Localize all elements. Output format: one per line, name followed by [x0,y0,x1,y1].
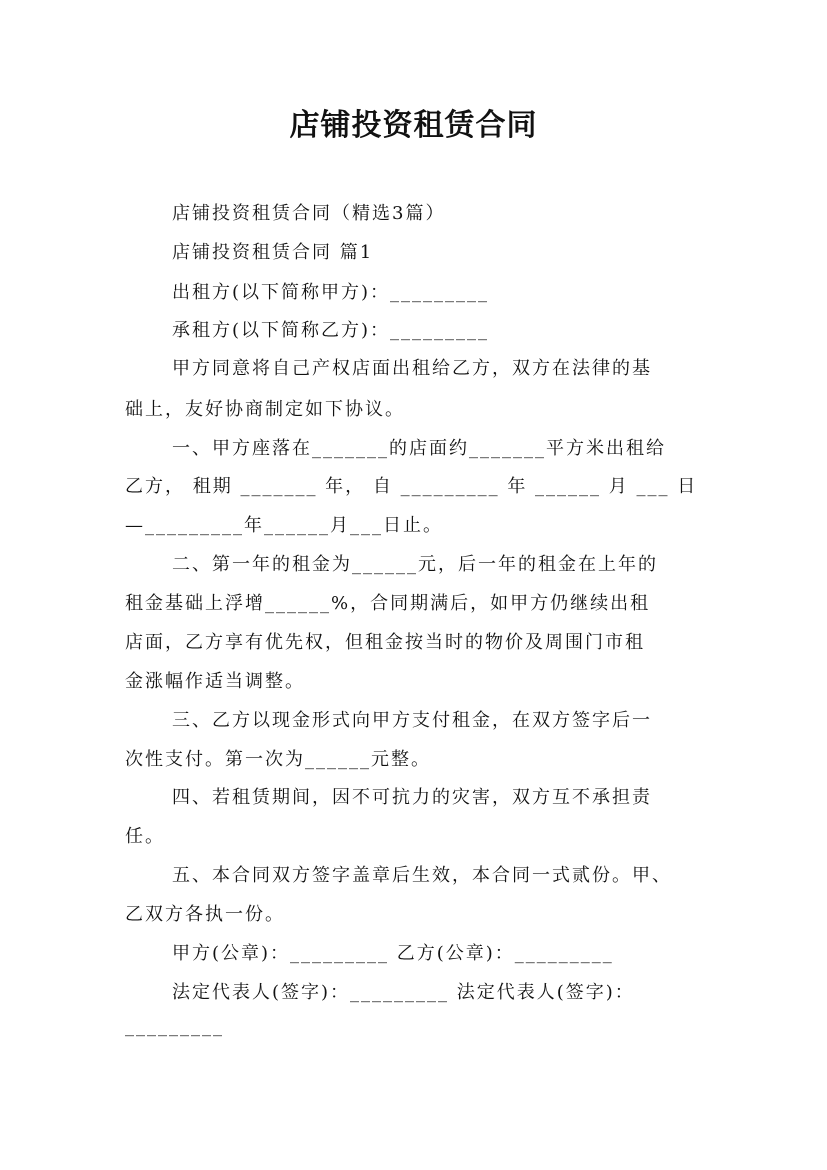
clause-4-line: 任。 [125,826,165,847]
subtitle-line: 店铺投资租赁合同（精选3篇） [172,203,446,224]
clause-1-line: 乙方， 租期 _______ 年， 自 _________ 年 ______ 月 ___ 日 [125,476,698,497]
clause-4-line: 四、若租赁期间，因不可抗力的灾害，双方互不承担责 [172,787,652,808]
clause-2-line: 店面，乙方享有优先权，但租金按当时的物价及周围门市租 [125,632,645,653]
clause-2-line: 金涨幅作适当调整。 [125,671,305,692]
paragraph-line: 础上，友好协商制定如下协议。 [125,399,405,420]
document-title: 店铺投资租赁合同 [289,108,538,143]
section-heading: 店铺投资租赁合同 篇1 [172,242,374,263]
clause-1-line: 一、甲方座落在_______的店面约_______平方米出租给 [172,438,666,459]
seal-line: 甲方(公章)：_________ 乙方(公章)：_________ [172,943,614,964]
clause-2-line: 租金基础上浮增______%，合同期满后，如甲方仍继续出租 [125,593,651,614]
clause-2-line: 二、第一年的租金为______元，后一年的租金在上年的 [172,554,658,575]
lessee-line: 承租方(以下简称乙方)：_________ [172,320,490,341]
clause-1-line: —_________年______月___日止。 [125,515,443,536]
signature-line: 法定代表人(签字)：_________ 法定代表人(签字)： [172,982,635,1003]
clause-5-line: 五、本合同双方签字盖章后生效，本合同一式贰份。甲、 [172,865,672,886]
lessor-line: 出租方(以下简称甲方)：_________ [172,282,490,303]
clause-3-line: 三、乙方以现金形式向甲方支付租金，在双方签字后一 [172,710,652,731]
signature-blank: _________ [125,1016,224,1037]
clause-3-line: 次性支付。第一次为______元整。 [125,749,431,770]
clause-5-line: 乙双方各执一份。 [125,904,285,925]
paragraph-line: 甲方同意将自己产权店面出租给乙方，双方在法律的基 [172,358,652,379]
